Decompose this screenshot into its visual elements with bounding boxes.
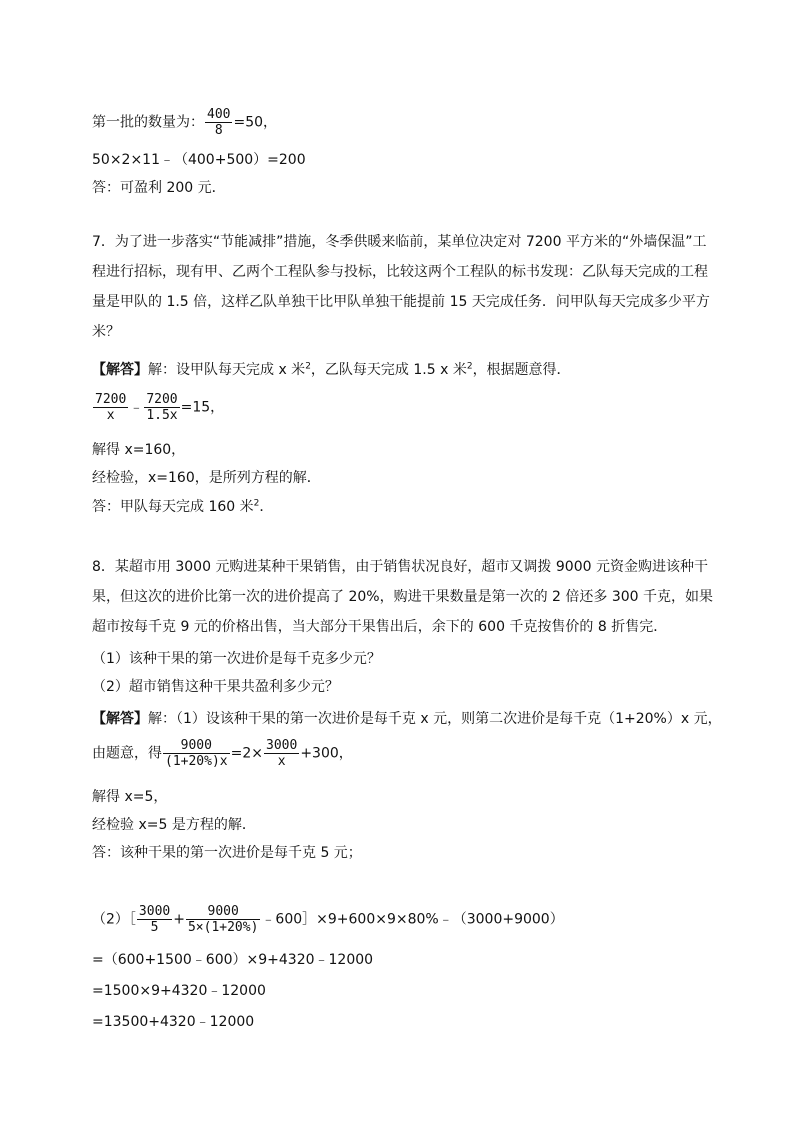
q8-text: 8．某超市用 3000 元购进某种干果销售，由于销售状况良好，超市又调拨 9000 元资金购进该种干果，但这次的进价比第一次的进价提高了 20%，购进干果数量是第一次的 2 倍还多 300 千克，如果超市按每千克 9 元的价格出售，当大部分干果售出后，余下的 600 千克按售价的 8 折售完．	[92, 559, 713, 635]
q8-sub-2: （2）超市销售这种干果共盈利多少元？	[92, 679, 339, 695]
q8-step-3: =13500+4320﹣12000	[92, 1014, 255, 1030]
q8-part2-fraction-1: $\frac{3000}{5}$	[138, 904, 171, 935]
q8-fraction-2: $\frac{3000}{x}$	[266, 738, 298, 769]
calc-line: 50×2×11﹣（400+500）=200	[92, 152, 306, 168]
q8-check: 经检验 x=5 是方程的解．	[92, 817, 256, 833]
q7-solve: 解得 x=160，	[92, 442, 186, 458]
q8-fraction-1: $\frac{9000}{(1+20\%)x}$	[165, 738, 228, 769]
q8-answer: 答：该种干果的第一次进价是每千克 5 元；	[92, 845, 362, 861]
q7-equation: $\frac{7200}{x}$ ﹣ $\frac{7200}{1.5x}$ =15，	[95, 392, 225, 423]
first-batch-label: 第一批的数量为：	[92, 114, 204, 131]
first-batch-fraction: $\frac{400}{8}$	[207, 107, 231, 138]
q7-answer: 答：甲队每天完成 160 米$^2$．	[92, 498, 274, 515]
q8-equation: 由题意，得 $\frac{9000}{(1+20\%)x}$ =2× $\frac{3000}{x}$ +300，	[92, 738, 353, 769]
q7-fraction-1: $\frac{7200}{x}$	[95, 392, 127, 423]
q8-sub-1: （1）该种干果的第一次进价是每千克多少元？	[92, 651, 381, 667]
q8-solve: 解得 x=5，	[92, 789, 168, 805]
q7-fraction-2: $\frac{7200}{1.5x}$	[146, 392, 178, 423]
q8-part2-fraction-2: $\frac{9000}{5\times(1+20\%)}$	[187, 904, 259, 935]
q8-solution: 【解答】解：（1）设该种干果的第一次进价是每千克 x 元，则第二次进价是每千克（1+20%）x 元，	[92, 711, 722, 727]
q8-step-2: =1500×9+4320﹣12000	[92, 983, 266, 999]
answer-line: 答：可盈利 200 元．	[92, 180, 226, 196]
q8-step-1: =（600+1500﹣600）×9+4320﹣12000	[92, 952, 374, 968]
q7-text: 7．为了进一步落实“节能减排”措施，冬季供暖来临前，某单位决定对 7200 平方米的“外墙保温”工程进行招标，现有甲、乙两个工程队参与投标，比较这两个工程队的标书发现：乙队每天完成的工程量是甲队的 1.5 倍，这样乙队单独干比甲队单独干能提前 15 天完成任务．问甲队每天完成多少平方米？	[92, 234, 710, 340]
q8-part2-expression: （2）［ $\frac{3000}{5}$ + $\frac{9000}{5\times(1+20\%)}$ ﹣600］×9+600×9×80%﹣（3000+9000）	[92, 904, 564, 935]
q7-check: 经检验，x=160，是所列方程的解．	[92, 470, 321, 486]
q7-solution: 【解答】解：设甲队每天完成 x 米$^2$，乙队每天完成 1.5 x 米$^2$，根据题意得．	[92, 361, 571, 378]
first-batch-line: 第一批的数量为： $\frac{400}{8}$ =50，	[92, 107, 278, 138]
